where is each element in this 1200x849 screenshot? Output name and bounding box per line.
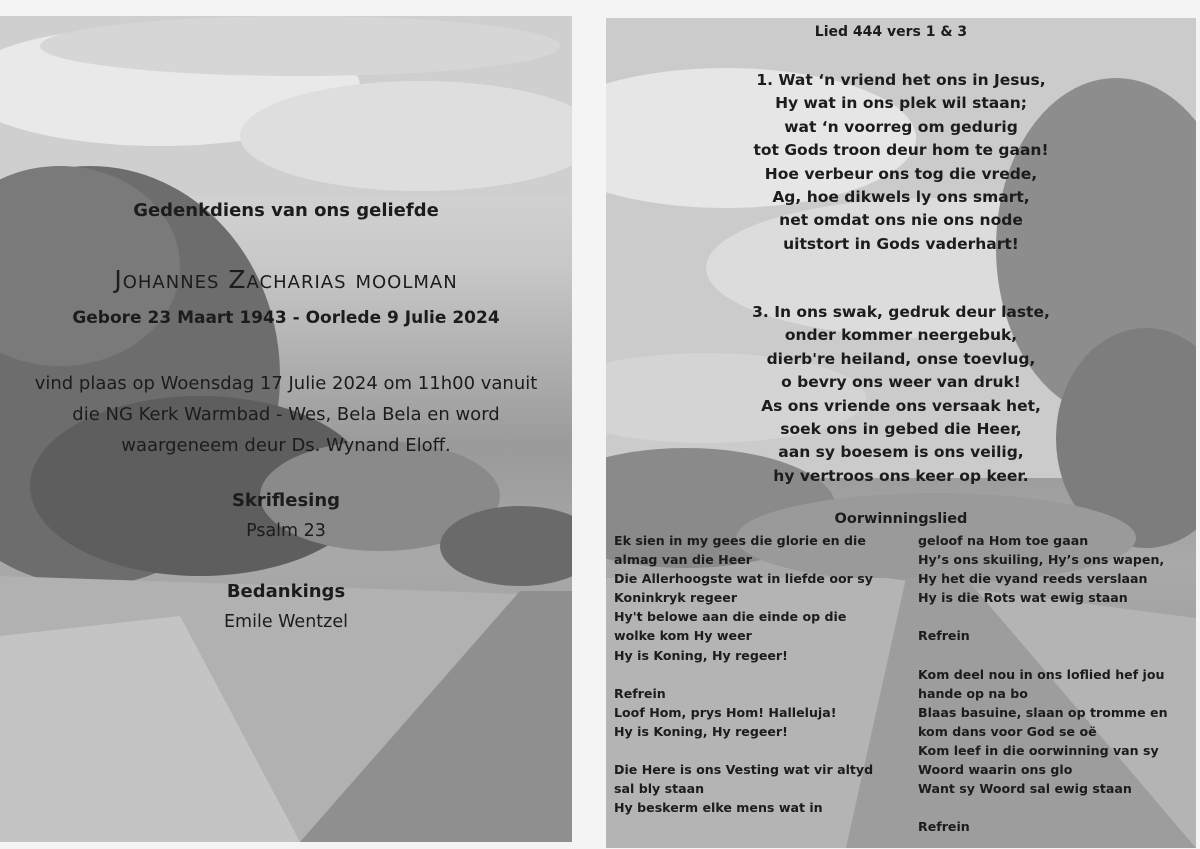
verse-line: onder kommer neergebuk, <box>784 326 1018 345</box>
hymn-title: Lied 444 vers 1 & 3 <box>814 24 968 40</box>
song-line: Hy beskerm elke mens wat in <box>614 800 823 816</box>
song-line: almag van die Heer <box>614 552 752 568</box>
song-line: Woord waarin ons glo <box>918 762 1073 778</box>
verse-line: Ag, hoe dikwels ly ons smart, <box>772 188 1030 207</box>
hymn-verse-3 <box>606 301 1196 488</box>
life-dates: Gebore 23 Maart 1943 - Oorlede 9 Julie 2024 <box>72 308 500 328</box>
song-line: Die Allerhoogste wat in liefde oor sy <box>614 571 873 587</box>
song-line: Hy het die vyand reeds verslaan <box>918 571 1148 587</box>
song-line <box>614 741 873 760</box>
song-title: Oorwinningslied <box>834 511 968 527</box>
song-line: sal bly staan <box>614 781 705 797</box>
song-column-1 <box>614 531 873 817</box>
verse-line: 3. In ons swak, gedruk deur laste, <box>752 303 1050 321</box>
song-line: Hy is Koning, Hy regeer! <box>614 647 788 663</box>
song-line: Die Here is ons Vesting wat vir altyd <box>614 762 874 778</box>
song-line: Ek sien in my gees die glorie en die <box>614 533 866 548</box>
deceased-name: Johannes Zacharias moolman <box>114 265 458 294</box>
song-line: kom dans voor God se oë <box>918 723 1097 739</box>
song-line: Hy’s ons skuiling, Hy’s ons wapen, <box>918 552 1165 568</box>
song-line: Hy't belowe aan die einde op die <box>614 609 847 625</box>
thanks-name: Emile Wentzel <box>224 612 348 632</box>
service-line: vind plaas op Woensdag 17 Julie 2024 om 11h00 vanuit <box>34 373 538 394</box>
song-line <box>918 646 1168 665</box>
thanks-title: Bedankings <box>226 581 346 602</box>
song-line: Refrein <box>918 819 970 835</box>
service-line: die NG Kerk Warmbad - Wes, Bela Bela en word <box>72 404 500 425</box>
verse-line: 1. Wat ‘n vriend het ons in Jesus, <box>756 71 1046 89</box>
verse-line: dierb're heiland, onse toevlug, <box>766 349 1036 368</box>
memorial-heading: Gedenkdiens van ons geliefde <box>133 200 439 221</box>
service-line: waargeneem deur Ds. Wynand Eloff. <box>121 435 451 456</box>
verse-line: o bevry ons weer van druk! <box>781 373 1021 392</box>
verse-line: tot Gods troon deur hom te gaan! <box>753 141 1049 160</box>
song-line <box>918 607 1168 626</box>
song-line: wolke kom Hy weer <box>614 628 752 644</box>
song-line <box>614 665 873 684</box>
song-line: Kom leef in die oorwinning van sy <box>918 743 1159 759</box>
scripture-reading: Psalm 23 <box>246 521 326 541</box>
song-column-2 <box>918 531 1168 837</box>
verse-line: aan sy boesem is ons veilig, <box>778 443 1024 462</box>
song-line: Want sy Woord sal ewig staan <box>918 781 1132 797</box>
song-line <box>918 798 1168 817</box>
song-line: geloof na Hom toe gaan <box>918 533 1089 548</box>
song-line: Koninkryk regeer <box>614 590 738 606</box>
scripture-reading-title: Skriflesing <box>231 490 341 511</box>
song-line: Refrein <box>614 685 666 701</box>
verse-line: wat ‘n voorreg om gedurig <box>784 117 1018 136</box>
song-line: Refrein <box>918 628 970 644</box>
song-line: Hy is Koning, Hy regeer! <box>614 723 788 739</box>
verse-line: hy vertroos ons keer op keer. <box>773 466 1029 485</box>
right-page <box>606 18 1196 848</box>
verse-line: Hy wat in ons plek wil staan; <box>775 94 1027 113</box>
service-details <box>0 368 572 461</box>
song-line: hande op na bo <box>918 685 1028 701</box>
verse-line: uitstort in Gods vaderhart! <box>783 234 1019 253</box>
verse-line: Hoe verbeur ons tog die vrede, <box>764 164 1038 183</box>
hymn-verse-1 <box>606 69 1196 256</box>
song-line: Kom deel nou in ons loflied hef jou <box>918 666 1165 682</box>
song-line: Hy is die Rots wat ewig staan <box>918 590 1128 606</box>
song-line: Blaas basuine, slaan op tromme en <box>918 704 1168 720</box>
verse-line: net omdat ons nie ons node <box>779 211 1023 230</box>
song-line: Loof Hom, prys Hom! Halleluja! <box>614 704 837 720</box>
verse-line: As ons vriende ons versaak het, <box>761 396 1041 415</box>
left-page <box>0 16 572 842</box>
verse-line: soek ons in gebed die Heer, <box>780 420 1022 439</box>
